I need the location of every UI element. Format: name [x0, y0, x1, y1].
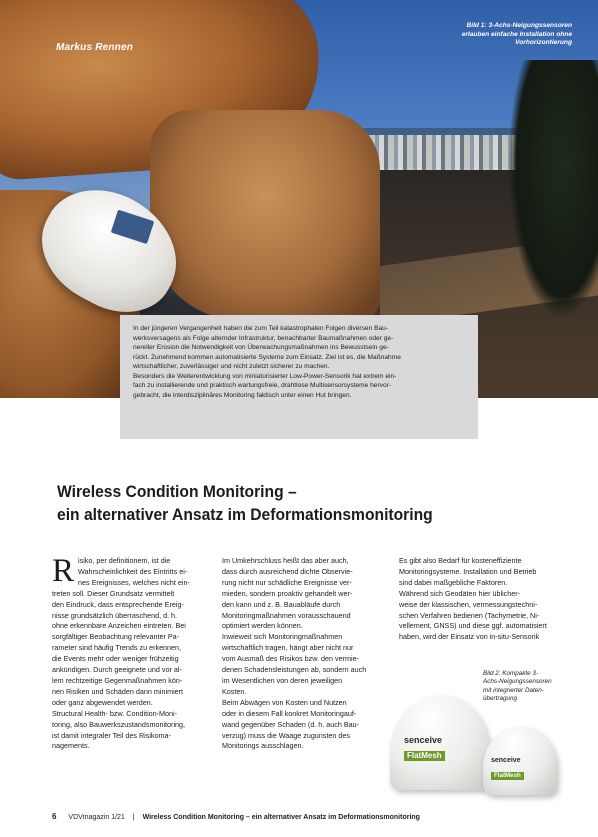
caption-line: Achs-Neigungssensoren — [483, 678, 552, 686]
text-line: Es gibt also Bedarf für kosteneffiziente — [399, 556, 522, 565]
text-line: optimiert werden können. — [222, 621, 303, 631]
title-line: ein alternativer Ansatz im Deformationsmonitoring — [57, 505, 433, 524]
text-line: Während sich Geodäten hier üblicher- — [399, 588, 521, 598]
text-line: Monitorings ausschlagen. — [222, 741, 304, 751]
text-line: oder ganz abgewendet werden. — [52, 697, 153, 707]
text-line: oder in diesem Fall konkret Monitoringauf- — [222, 708, 357, 718]
text-line: vellement, GNSS) und diese ggf. automatisiert — [399, 621, 547, 631]
text-line: Structural Health- bzw. Condition-Moni- — [52, 708, 178, 718]
image-caption-2 — [483, 670, 573, 704]
text-line: nagements. — [52, 741, 90, 751]
text-line: treten soll. Dieser Grundsatz vermittelt — [52, 588, 175, 598]
text-line: haben, wird der Einsatz von in-situ-Sensorik — [399, 632, 540, 642]
caption-line: mit integrierter Daten- — [483, 686, 544, 694]
text-line: isiko, per definitionem, ist die — [78, 556, 171, 565]
sensor-branding — [404, 736, 476, 760]
abstract-line: In der jüngeren Vergangenheit haben die zum Teil katastrophalen Folgen diversen Bau- — [133, 325, 389, 332]
page-number: 6 — [52, 812, 57, 821]
text-line: lem rechtzeitige Gegenmaßnahmen kön- — [52, 675, 183, 685]
text-line: nes Ereignisses, welches nicht ein- — [78, 577, 190, 587]
text-column-2 — [222, 556, 385, 752]
abstract-line: gebracht, die interdisziplinäres Monitoring faktisch unter einen Hut bringen. — [133, 391, 352, 399]
text-line: den kann und z. B. Bauabläufe durch — [222, 599, 341, 609]
abstract-box — [120, 315, 478, 439]
brand-name: senceive — [491, 757, 521, 764]
text-line: verzug) muss die Waage zugunsten des — [222, 730, 350, 740]
article-title — [57, 480, 517, 526]
text-line: ohne erkennbare Anzeichen eintreten. Bei — [52, 621, 186, 631]
text-line: die Events mehr oder weniger frühzeitig — [52, 654, 179, 664]
text-line: sorgfältiger Beobachtung relevanter Pa- — [52, 632, 180, 642]
text-line: Kosten. — [222, 686, 247, 696]
sensor-label-patch — [111, 210, 155, 245]
product-name: FlatMesh — [404, 751, 445, 761]
author-name: Markus Rennen — [56, 42, 134, 53]
caption-line: Bild 1: 3-Achs-Neigungssensoren — [466, 22, 572, 29]
text-line: ist damit integraler Teil des Risikoma- — [52, 730, 171, 740]
text-line: weise der klassischen, vermessungstechni- — [399, 599, 538, 609]
caption-line: Bild 2: Kompakte 3- — [483, 670, 538, 677]
magazine-issue: VDVmagazin 1/21 — [68, 814, 125, 821]
text-line: nisse grundsätzlich überraschend, d. h. — [52, 610, 178, 620]
text-line: mieden, sondern proaktiv gehandelt wer- — [222, 588, 353, 598]
abstract-line: rückt. Zunehmend kommen automatisierte Systeme zum Einsatz. Ziel ist es, die Maßnahme — [133, 353, 401, 361]
text-column-3 — [399, 556, 559, 643]
footer-article-title: Wireless Condition Monitoring – ein alternativer Ansatz im Deformationsmonitoring — [142, 814, 420, 821]
sensor-small-photo — [483, 727, 557, 795]
abstract-line: werksversagens als Folge alternder Infrastruktur, benachbarter Baumaßnahmen oder ge- — [133, 334, 394, 342]
product-name: FlatMesh — [491, 772, 524, 780]
text-line: Im Umkehrschluss heißt das aber auch, — [222, 556, 349, 565]
text-line: Monitoringsysteme. Installation und Betrieb — [399, 566, 537, 576]
text-line: toring, also Bauwerkszustandsmonitoring, — [52, 719, 186, 729]
text-line: wand gegenüber Schaden (d. h. auch Bau- — [222, 719, 360, 729]
text-line: Monitoringmaßnahmen vorausschauend — [222, 610, 351, 620]
text-line: wirtschaftlich tragen, hängt aber nicht nur — [222, 643, 354, 653]
text-line: im Wesentlichen von deren jeweiligen — [222, 675, 343, 685]
text-line: nen Risiken und Schäden dann minimiert — [52, 686, 184, 696]
sensor-large-photo — [390, 696, 490, 790]
text-line: schen Verfahren bedienen (Tachymetrie, Ni- — [399, 610, 540, 620]
drop-cap: R — [52, 553, 75, 589]
text-line: Wahrscheinlichkeit des Eintritts ei- — [78, 566, 188, 576]
text-line: Inwieweit sich Monitoringmaßnahmen — [222, 632, 343, 642]
text-line: den Eindruck, dass entsprechende Ereig- — [52, 599, 184, 609]
text-line: dass durch ausreichend dichte Observie- — [222, 566, 353, 576]
caption-line: Vorhorizontierung — [515, 39, 572, 47]
text-line: sind dabei maßgebliche Faktoren. — [399, 577, 508, 587]
image-caption-1 — [402, 22, 572, 48]
text-line: denen Schadensleistungen ab, sondern auch — [222, 665, 367, 675]
text-line: rameter sind häufig Trends zu erkennen, — [52, 643, 182, 653]
rock — [150, 110, 380, 320]
abstract-line: fach zu installierende und praktisch wartungsfreie, drahtlose Multisensorsysteme hervor- — [133, 382, 392, 389]
abstract-line: nereller Erosion die Notwendigkeit von Überwachungsmaßnahmen ins Bewusstsein ge- — [133, 344, 389, 351]
tree — [508, 60, 598, 320]
text-line: Beim Abwägen von Kosten und Nutzen — [222, 697, 347, 707]
title-line: Wireless Condition Monitoring – — [57, 482, 297, 501]
caption-line: übertragung — [483, 695, 517, 703]
text-line: ankündigen. Durch geeignete und vor al- — [52, 665, 182, 675]
page-footer — [52, 812, 420, 823]
caption-line: erlauben einfache Installation ohne — [461, 30, 572, 38]
text-line: vom Ausmaß des Risikos bzw. den vermie- — [222, 654, 360, 664]
abstract-line: wirtschaftlicher, zuverlässiger und nicht zuletzt sicherer zu machen. — [133, 363, 330, 370]
text-line: rung nicht nur schädliche Ereignisse ver- — [222, 577, 352, 587]
abstract-line: Besonders die Weiterentwicklung von miniaturisierter Low-Power-Sensorik hat extrem ein- — [133, 372, 397, 380]
sensor-branding — [491, 757, 549, 779]
brand-name: senceive — [404, 735, 443, 745]
footer-separator: | — [132, 814, 135, 821]
text-column-1 — [52, 553, 212, 752]
